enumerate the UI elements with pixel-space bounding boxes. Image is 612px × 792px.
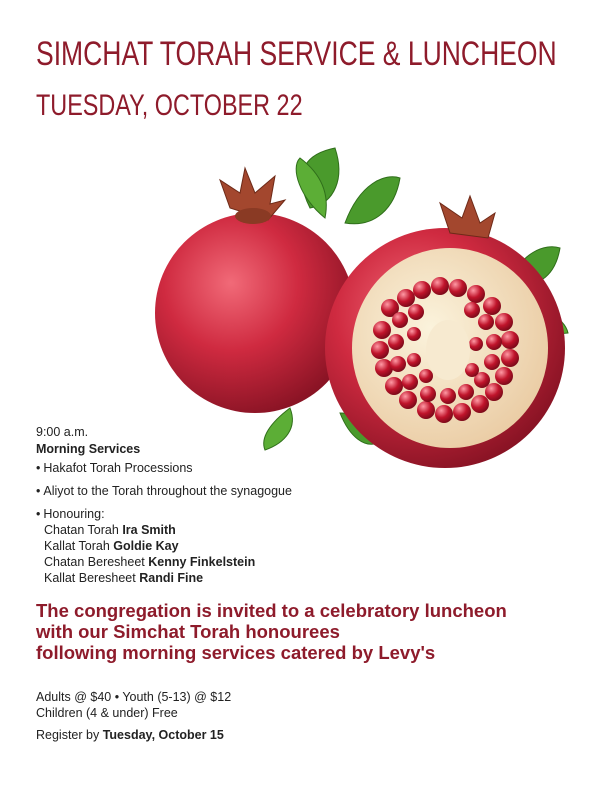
honouree-role: Kallat Torah xyxy=(44,539,110,553)
pricing-line: Adults @ $40 • Youth (5-13) @ $12 xyxy=(36,690,232,704)
honouree-row xyxy=(36,554,292,570)
honouree-row xyxy=(36,538,292,554)
invitation-text xyxy=(36,600,596,663)
honouree-role: Chatan Torah xyxy=(44,523,119,537)
honouree-name: Goldie Kay xyxy=(113,539,179,553)
honouree-row xyxy=(36,570,292,586)
list-item: • Hakafot Torah Processions xyxy=(36,460,292,476)
register-deadline: Tuesday, October 15 xyxy=(102,728,224,742)
invitation-line: The congregation is invited to a celebratory luncheon xyxy=(36,600,507,621)
event-date: TUESDAY, OCTOBER 22 xyxy=(36,89,303,122)
honouree-name: Kenny Finkelstein xyxy=(148,555,256,569)
invitation-line: following morning services catered by Levy's xyxy=(36,642,436,663)
list-item: • Aliyot to the Torah throughout the synagogue xyxy=(36,483,292,499)
schedule xyxy=(36,424,292,586)
registration xyxy=(36,727,224,743)
honouree-role: Chatan Beresheet xyxy=(44,555,145,569)
pricing xyxy=(36,689,231,721)
schedule-heading: Morning Services xyxy=(36,442,141,456)
service-time: 9:00 a.m. xyxy=(36,425,89,439)
pricing-line: Children (4 & under) Free xyxy=(36,706,178,720)
list-item: • Honouring: xyxy=(36,506,292,522)
honouree-name: Randi Fine xyxy=(139,571,204,585)
page-title: SIMCHAT TORAH SERVICE & LUNCHEON xyxy=(36,35,557,73)
invitation-line: with our Simchat Torah honourees xyxy=(36,621,340,642)
honouree-row xyxy=(36,522,292,538)
honouree-role: Kallat Beresheet xyxy=(44,571,136,585)
pomegranate-image xyxy=(150,138,590,473)
honouree-name: Ira Smith xyxy=(122,523,176,537)
register-prefix: Register by xyxy=(36,728,100,742)
cut-pomegranate xyxy=(325,196,565,468)
